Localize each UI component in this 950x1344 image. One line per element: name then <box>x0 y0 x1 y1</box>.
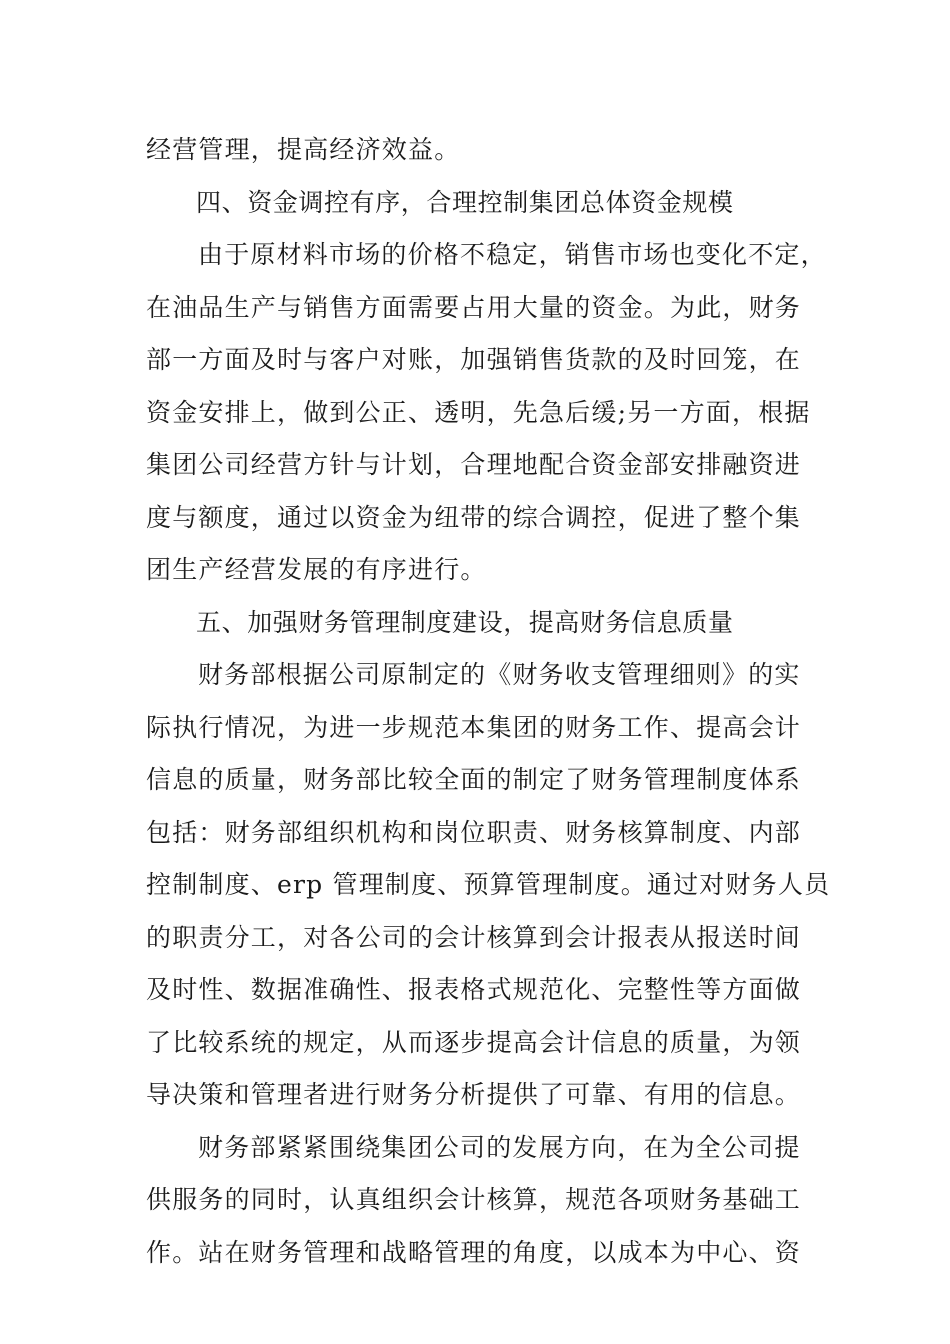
text-line: 集团公司经营方针与计划，合理地配合资金部安排融资进 <box>146 450 802 479</box>
text-line: 供服务的同时，认真组织会计核算，规范各项财务基础工 <box>146 1185 802 1214</box>
text-line: 及时性、数据准确性、报表格式规范化、完整性等方面做 <box>146 975 802 1004</box>
document-page <box>146 124 831 1279</box>
text-line: 控制制度、erp 管理制度、预算管理制度。通过对财务人员 <box>146 870 831 899</box>
section-heading: 四、资金调控有序，合理控制集团总体资金规模 <box>196 187 734 217</box>
text-line: 导决策和管理者进行财务分析提供了可靠、有用的信息。 <box>146 1080 802 1109</box>
text-line: 由于原材料市场的价格不稳定，销售市场也变化不定， <box>198 240 827 269</box>
text-line: 在油品生产与销售方面需要占用大量的资金。为此，财务 <box>146 292 802 322</box>
text-line: 团生产经营发展的有序进行。 <box>146 555 487 584</box>
text-line: 的职责分工，对各公司的会计核算到会计报表从报送时间 <box>146 922 802 952</box>
text-line: 了比较系统的规定，从而逐步提高会计信息的质量，为领 <box>146 1027 802 1057</box>
text-line: 信息的质量，财务部比较全面的制定了财务管理制度体系 <box>146 765 802 794</box>
text-line: 财务部根据公司原制定的《财务收支管理细则》的实 <box>198 660 801 689</box>
text-line: 部一方面及时与客户对账，加强销售货款的及时回笼，在 <box>146 345 802 374</box>
text-line: 度与额度，通过以资金为纽带的综合调控，促进了整个集 <box>146 502 802 532</box>
section-heading: 五、加强财务管理制度建设，提高财务信息质量 <box>196 607 734 637</box>
text-line: 财务部紧紧围绕集团公司的发展方向，在为全公司提 <box>198 1132 801 1162</box>
text-line: 资金安排上，做到公正、透明，先急后缓;另一方面，根据 <box>146 397 811 427</box>
text-line: 经营管理，提高经济效益。 <box>146 135 461 164</box>
text-line: 包括：财务部组织机构和岗位职责、财务核算制度、内部 <box>146 817 802 847</box>
text-line: 作。站在财务管理和战略管理的角度，以成本为中心、资 <box>146 1237 802 1267</box>
text-line: 际执行情况，为进一步规范本集团的财务工作、提高会计 <box>146 712 802 742</box>
